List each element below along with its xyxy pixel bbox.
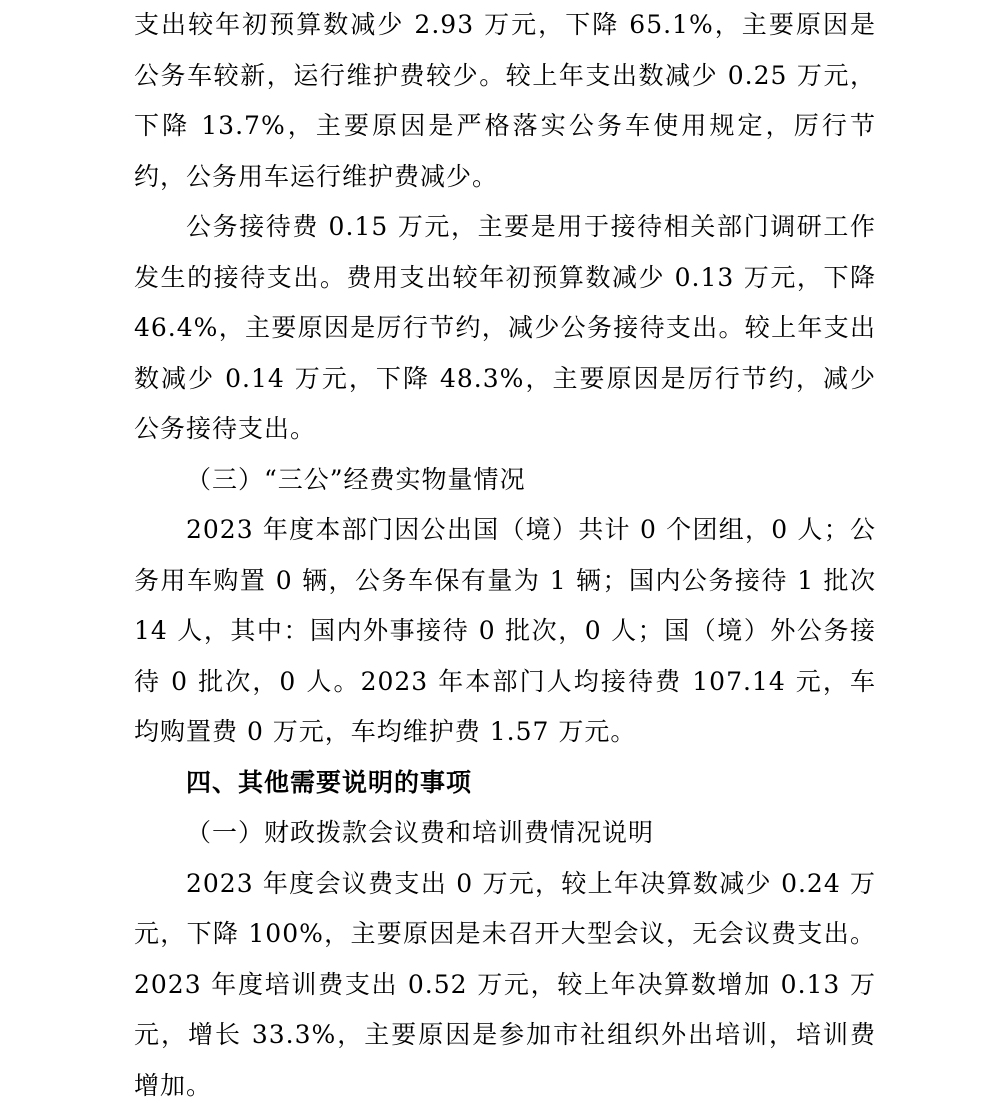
paragraph-meeting-training: 2023 年度会议费支出 0 万元，较上年决算数减少 0.24 万元，下降 100%，主要原因是未召开大型会议，无会议费支出。2023 年度培训费支出 0.52 万元，较上年决算数增加 0.13 万元，增长 33.3%，主要原因是参加市社组织外出培训，培训费增加。 — [134, 859, 876, 1111]
paragraph-official-reception: 公务接待费 0.15 万元，主要是用于接待相关部门调研工作发生的接待支出。费用支出较年初预算数减少 0.13 万元，下降 46.4%，主要原因是厉行节约，减少公务接待支出。较上年支出数减少 0.14 万元，下降 48.3%，主要原因是厉行节约，减少公务接待支出。 — [134, 202, 876, 455]
section-heading-other-matters: 四、其他需要说明的事项 — [134, 758, 876, 809]
document-page — [134, 0, 876, 1111]
subheading-three-public-physical: （三）“三公”经费实物量情况 — [134, 455, 876, 506]
paragraph-physical-quantities: 2023 年度本部门因公出国（境）共计 0 个团组，0 人；公务用车购置 0 辆，公务车保有量为 1 辆；国内公务接待 1 批次 14 人，其中：国内外事接待 0 批次，0 人；国（境）外公务接待 0 批次，0 人。2023 年本部门人均接待费 107.14 元，车均购置费 0 万元，车均维护费 1.57 万元。 — [134, 505, 876, 758]
subheading-meeting-training-fees: （一）财政拨款会议费和培训费情况说明 — [134, 808, 876, 859]
paragraph-vehicle-maintenance-continued: 支出较年初预算数减少 2.93 万元，下降 65.1%，主要原因是公务车较新，运行维护费较少。较上年支出数减少 0.25 万元，下降 13.7%，主要原因是严格落实公务车使用规定，厉行节约，公务用车运行维护费减少。 — [134, 0, 876, 202]
